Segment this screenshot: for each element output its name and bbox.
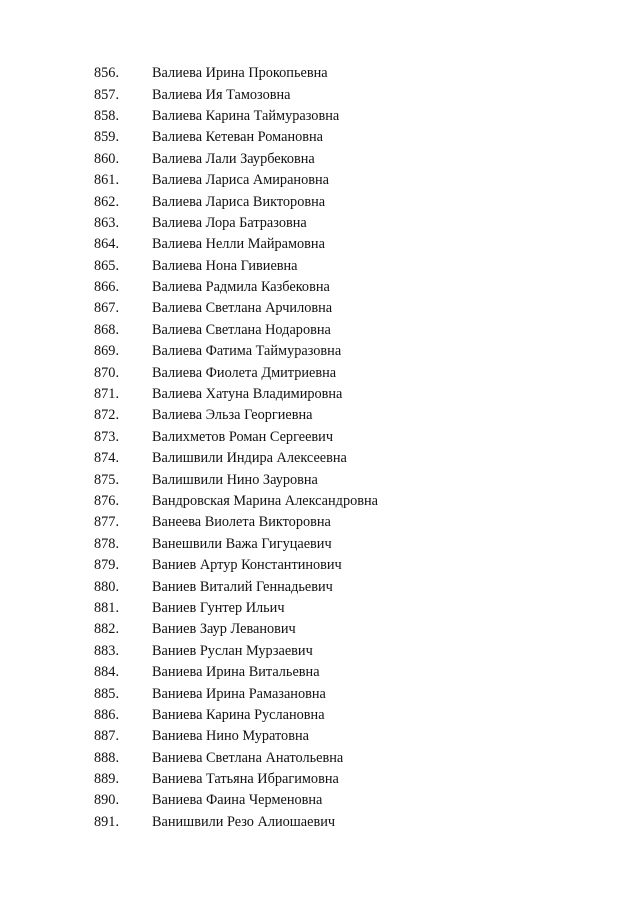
entry-number: 883. [94, 642, 120, 659]
entry-number: 876. [94, 493, 120, 509]
list-item [94, 84, 378, 105]
entry-name: Ванишвили Резо Алиошаевич [152, 813, 336, 830]
list-item [94, 234, 378, 255]
entry-name: Валиева Карина Таймуразовна [152, 107, 340, 124]
entry-number: 857. [94, 86, 120, 103]
list-item [94, 705, 378, 726]
entry-name: Валиева Хатуна Владимировна [152, 386, 343, 403]
entry-number: 866. [94, 279, 120, 296]
entry-number: 888. [94, 749, 120, 766]
list-item [94, 662, 378, 683]
list-item [94, 512, 378, 533]
list-item [94, 469, 378, 490]
entry-number: 884. [94, 664, 120, 681]
entry-number: 864. [94, 236, 120, 253]
entry-name: Ваниев Гунтер Ильич [152, 599, 285, 616]
list-item [94, 127, 378, 148]
entry-name: Ваниев Заур Леванович [152, 621, 296, 638]
list-item [94, 384, 378, 405]
list-item [94, 448, 378, 469]
list-item [94, 598, 378, 619]
entry-name: Валиева Ирина Прокопьевна [152, 65, 328, 82]
entry-number: 856. [94, 65, 120, 82]
list-item [94, 256, 378, 277]
entry-name: Ваниева Нино Муратовна [152, 728, 309, 745]
list-item [94, 683, 378, 704]
entry-number: 858. [94, 107, 120, 124]
entry-number: 865. [94, 257, 120, 274]
list-item [94, 170, 378, 191]
list-item [94, 405, 378, 426]
list-item [94, 277, 378, 298]
entry-name: Ваниева Татьяна Ибрагимовна [152, 771, 339, 788]
entry-name: Валишвили Нино Зауровна [152, 471, 318, 488]
entry-number: 882. [94, 621, 120, 638]
entry-number: 867. [94, 300, 120, 317]
entry-name: Вандровская Марина Александровна [152, 493, 378, 509]
entry-name: Ваниев Артур Константинович [152, 557, 342, 574]
entry-name: Ванеева Виолета Викторовна [152, 514, 331, 531]
list-item [94, 790, 378, 811]
entry-number: 878. [94, 535, 120, 552]
list-item [94, 191, 378, 212]
list-item [94, 576, 378, 597]
entry-number: 861. [94, 172, 120, 189]
entry-name: Валиева Светлана Арчиловна [152, 300, 333, 317]
list-item [94, 769, 378, 790]
list-item [94, 555, 378, 576]
entry-name: Валиева Светлана Нодаровна [152, 321, 331, 338]
entry-number: 889. [94, 771, 120, 788]
list-item [94, 427, 378, 448]
entry-number: 871. [94, 386, 120, 403]
entry-name: Валихметов Роман Сергеевич [152, 428, 334, 445]
entry-number: 869. [94, 343, 120, 360]
list-item [94, 106, 378, 127]
entry-number: 859. [94, 129, 120, 146]
entry-number: 891. [94, 813, 120, 830]
entry-number: 870. [94, 364, 120, 381]
entry-number: 862. [94, 193, 120, 210]
entry-name: Валиева Ия Тамозовна [152, 86, 291, 103]
entry-name: Ваниева Фаина Черменовна [152, 792, 323, 809]
list-item [94, 641, 378, 662]
entry-number: 877. [94, 514, 120, 531]
list-item [94, 726, 378, 747]
entry-name: Валиева Кетеван Романовна [152, 129, 323, 146]
list-item [94, 534, 378, 555]
list-item [94, 619, 378, 640]
entry-name: Валиева Лали Заурбековна [152, 150, 315, 167]
entry-name: Ваниева Светлана Анатольевна [152, 749, 344, 766]
entry-number: 887. [94, 728, 120, 745]
entry-name: Валиева Радмила Казбековна [152, 279, 330, 296]
entry-number: 874. [94, 450, 120, 467]
entry-number: 860. [94, 150, 120, 167]
entry-name: Ваниев Руслан Мурзаевич [152, 642, 313, 659]
entry-name: Валиева Лариса Викторовна [152, 193, 326, 210]
entry-number: 868. [94, 321, 120, 338]
entry-name: Ванешвили Важа Гигуцаевич [152, 535, 332, 552]
list-item [94, 341, 378, 362]
entry-number: 873. [94, 428, 120, 445]
entry-number: 886. [94, 706, 120, 723]
entry-name: Валиева Фатима Таймуразовна [152, 343, 342, 360]
entry-name: Валиева Лора Батразовна [152, 214, 307, 231]
entry-name: Валишвили Индира Алексеевна [152, 450, 347, 467]
list-item [94, 362, 378, 383]
list-item [94, 748, 378, 769]
entry-number: 879. [94, 557, 120, 574]
list-item [94, 298, 378, 319]
entry-name: Ваниева Карина Руслановна [152, 706, 325, 723]
entry-number: 881. [94, 599, 120, 616]
entry-name: Валиева Лариса Амирановна [152, 172, 329, 189]
entry-number: 872. [94, 407, 120, 424]
entry-number: 890. [94, 792, 120, 809]
entry-name: Валиева Фиолета Дмитриевна [152, 364, 337, 381]
entry-name: Валиева Эльза Георгиевна [152, 407, 313, 424]
list-item [94, 149, 378, 170]
entry-number: 863. [94, 214, 120, 231]
entry-number: 885. [94, 685, 120, 702]
name-list [94, 63, 378, 833]
entry-name: Валиева Нона Гивиевна [152, 257, 298, 274]
list-item [94, 213, 378, 234]
entry-number: 880. [94, 578, 120, 595]
entry-name: Ваниева Ирина Рамазановна [152, 685, 326, 702]
entry-name: Валиева Нелли Майрамовна [152, 236, 325, 253]
entry-number: 875. [94, 471, 120, 488]
list-item [94, 491, 378, 512]
entry-name: Ваниев Виталий Геннадьевич [152, 578, 333, 595]
entry-name: Ваниева Ирина Витальевна [152, 664, 320, 681]
list-item [94, 320, 378, 341]
list-item [94, 63, 378, 84]
list-item [94, 812, 378, 833]
